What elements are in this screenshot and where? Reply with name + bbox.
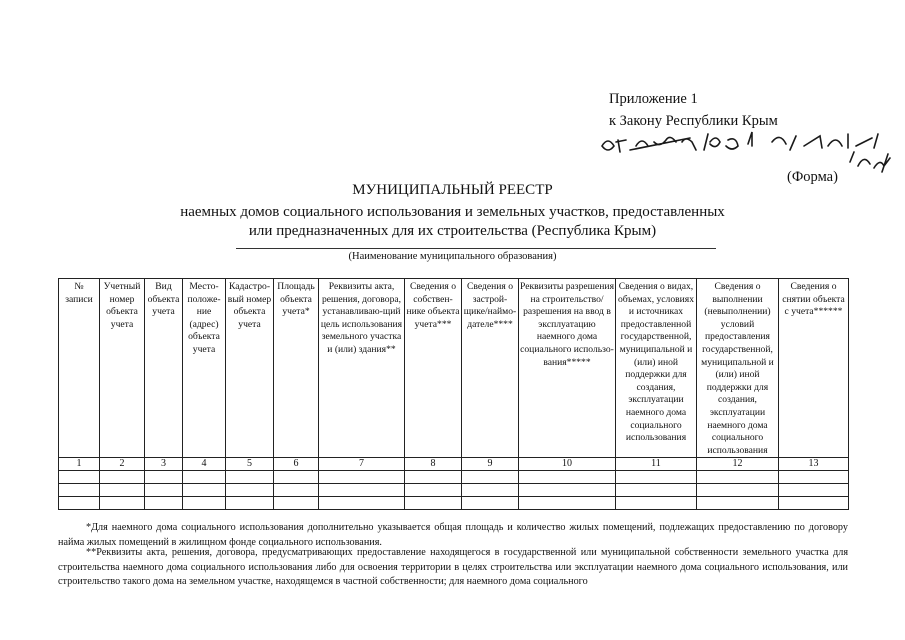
table-header-row bbox=[59, 279, 849, 458]
col-header-support-info: Сведения о видах, объемах, условиях и источниках предоставленной государственной, муниципальной и (или) иной поддержки для создания, эксплуатации наемного дома социального использования bbox=[616, 279, 697, 458]
column-number: 5 bbox=[226, 458, 274, 471]
table-row bbox=[59, 471, 849, 484]
footnote-1-text: *Для наемного дома социального использования дополнительно указывается общая площадь и количество жилых помещений, подлежащих предоставлению по договору найма жилых помещений в жилищном фонде социального использования. bbox=[58, 522, 848, 548]
col-header-support-compliance: Сведения о выполнении (невыполнении) условий предоставления государственной, муниципальной и (или) иной поддержки для создания, эксплуатации наемного дома социального использования bbox=[697, 279, 779, 458]
municipality-caption: (Наименование муниципального образования) bbox=[348, 251, 557, 262]
column-number: 11 bbox=[616, 458, 697, 471]
form-label: (Форма) bbox=[787, 169, 838, 185]
column-number: 8 bbox=[405, 458, 462, 471]
footnote-2 bbox=[58, 546, 848, 590]
col-header-act-details: Реквизиты акта, решения, договора, устанавливаю-щий цель использования земельного участка и (или) здания** bbox=[319, 279, 405, 458]
column-number-row bbox=[59, 458, 849, 471]
document-subtitle-line1: наемных домов социального использования и земельных участков, предоставленных bbox=[180, 204, 725, 220]
column-number: 7 bbox=[319, 458, 405, 471]
column-number: 1 bbox=[59, 458, 100, 471]
table-row bbox=[59, 497, 849, 510]
column-number: 4 bbox=[183, 458, 226, 471]
col-header-record-number: № записи bbox=[59, 279, 100, 458]
col-header-cadastral-number: Кадастро-вый номер объекта учета bbox=[226, 279, 274, 458]
document-title: МУНИЦИПАЛЬНЫЙ РЕЕСТР bbox=[352, 182, 553, 198]
appendix-heading bbox=[609, 88, 778, 132]
col-header-location: Место-положе-ние (адрес) объекта учета bbox=[183, 279, 226, 458]
column-number: 3 bbox=[145, 458, 183, 471]
column-number: 2 bbox=[100, 458, 145, 471]
column-number: 6 bbox=[274, 458, 319, 471]
column-number: 12 bbox=[697, 458, 779, 471]
col-header-object-type: Вид объекта учета bbox=[145, 279, 183, 458]
municipality-name-line bbox=[236, 248, 716, 249]
appendix-law-reference: к Закону Республики Крым bbox=[609, 113, 778, 129]
col-header-account-number: Учетный номер объекта учета bbox=[100, 279, 145, 458]
table-row bbox=[59, 484, 849, 497]
footnote-2-text: **Реквизиты акта, решения, договора, предусматривающих предоставление находящегося в государственной или муниципальной собственности земельного участка для строительства наемного дома социального использования либо для освоения территории в целях строительства или эксплуатации наемного дома социального использования, или строительство такого дома на земельном участке, находящемся в частной собственности; для наемного дома социального bbox=[58, 547, 848, 587]
column-number: 10 bbox=[519, 458, 616, 471]
col-header-developer-info: Сведения о застрой-щике/наймо-дателе**** bbox=[462, 279, 519, 458]
registry-table bbox=[58, 278, 849, 510]
handwritten-signature-note bbox=[596, 128, 896, 178]
column-number: 13 bbox=[779, 458, 849, 471]
document-subtitle-line2: или предназначенных для их строительства (Республика Крым) bbox=[248, 223, 657, 239]
col-header-owner-info: Сведения о собствен-нике объекта учета*** bbox=[405, 279, 462, 458]
column-number: 9 bbox=[462, 458, 519, 471]
appendix-number: Приложение 1 bbox=[609, 91, 698, 107]
col-header-deregistration: Сведения о снятии объекта с учета****** bbox=[779, 279, 849, 458]
col-header-area: Площадь объекта учета* bbox=[274, 279, 319, 458]
col-header-permit-details: Реквизиты разрешения на строительство/ разрешения на ввод в эксплуатацию наемного дома социального использо-вания***** bbox=[519, 279, 616, 458]
